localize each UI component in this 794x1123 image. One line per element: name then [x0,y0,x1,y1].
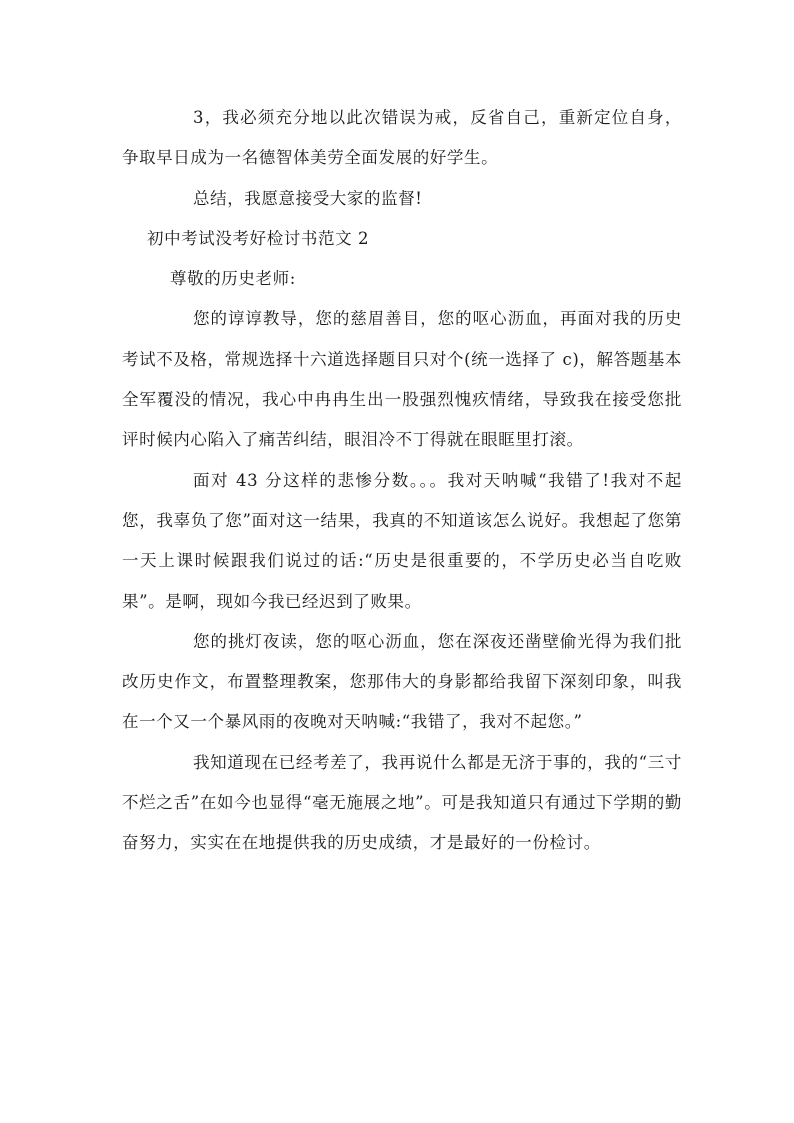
paragraph-conclusion: 我知道现在已经考差了，我再说什么都是无济于事的，我的“三寸不烂之舌”在如今也显得“毫无施展之地”。可是我知道只有通过下学期的勤奋努力，实实在在地提供我的历史成绩，才是最好的一份检讨。 [122,752,682,853]
salutation: 尊敬的历史老师: [170,269,296,289]
paragraph-summary: 总结，我愿意接受大家的监督! [193,188,423,208]
section-heading: 初中考试没考好检讨书范文 2 [147,228,370,248]
paragraph-teaching: 您的谆谆教导，您的慈眉善目，您的呕心沥血，再面对我的历史考试不及格，常规选择十六道选择题目只对个(统一选择了 c)，解答题基本全军覆没的情况，我心中冉冉生出一股强烈愧疚情绪，导致我在接受您批评时候内心陷入了痛苦纠结，眼泪冷不丁得就在眼眶里打滚。 [122,309,682,450]
paragraph-score: 面对 43 分这样的悲惨分数。。。我对天呐喊“我错了!我对不起您，我辜负了您”面对这一结果，我真的不知道该怎么说好。我想起了您第一天上课时候跟我们说过的话:“历史是很重要的，不学历史必当自吃败果”。是啊，现如今我已经迟到了败果。 [122,470,682,611]
document-body [122,98,682,864]
paragraph-night-reading: 您的挑灯夜读，您的呕心沥血，您在深夜还凿壁偷光得为我们批改历史作文，布置整理教案，您那伟大的身影都给我留下深刻印象，叫我在一个又一个暴风雨的夜晚对天呐喊:“我错了，我对不起您。” [122,631,682,732]
paragraph-point-3: 3，我必须充分地以此次错误为戒，反省自己，重新定位自身，争取早日成为一名德智体美劳全面发展的好学生。 [122,108,682,168]
